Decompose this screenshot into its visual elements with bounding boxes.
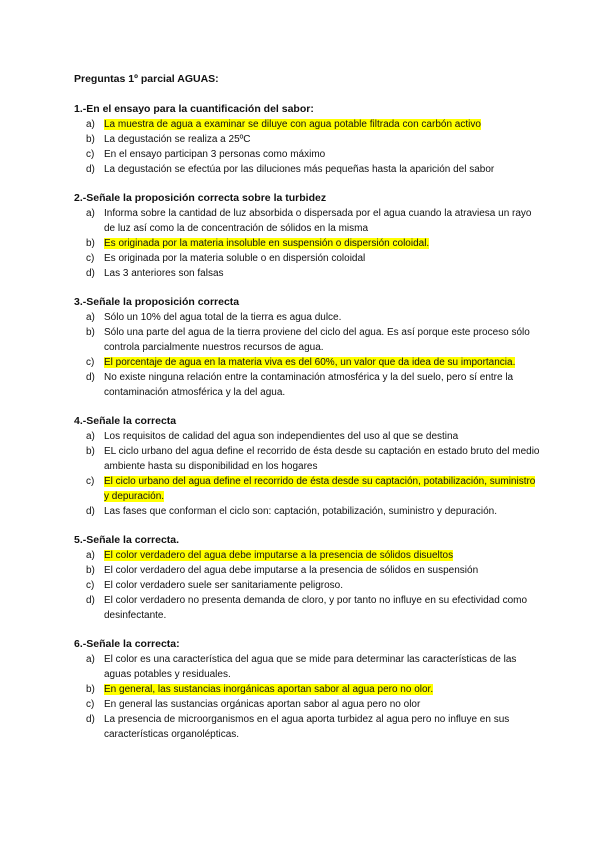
option-text-wrap bbox=[104, 548, 540, 563]
option-list bbox=[74, 310, 540, 400]
answer-option bbox=[74, 504, 540, 519]
option-letter: c) bbox=[86, 699, 95, 710]
answer-option bbox=[74, 474, 540, 504]
option-text: En general las sustancias orgánicas aportan sabor al agua pero no olor bbox=[104, 699, 421, 710]
answer-option bbox=[74, 444, 540, 474]
answer-option bbox=[74, 593, 540, 623]
option-text: Informa sobre la cantidad de luz absorbida o dispersada por el agua cuando la atraviesa un rayo de luz así como la de concentración de sólidos en la misma bbox=[104, 208, 532, 234]
answer-option bbox=[74, 162, 540, 177]
highlighted-option-text: En general, las sustancias inorgánicas aportan sabor al agua pero no olor. bbox=[104, 684, 434, 695]
highlighted-option-text: El ciclo urbano del agua define el recorrido de ésta desde su captación, potabilización, suministro y depuración. bbox=[104, 476, 536, 502]
option-letter: d) bbox=[86, 164, 95, 175]
option-text-wrap bbox=[104, 682, 540, 697]
question-block bbox=[74, 533, 540, 623]
option-text-wrap bbox=[104, 162, 540, 177]
answer-option bbox=[74, 147, 540, 162]
answer-option bbox=[74, 652, 540, 682]
option-text-wrap bbox=[104, 325, 540, 355]
option-letter: a) bbox=[86, 654, 95, 665]
option-letter: c) bbox=[86, 253, 95, 264]
option-letter: c) bbox=[86, 476, 95, 487]
option-text: Las 3 anteriores son falsas bbox=[104, 268, 224, 279]
question-title: 3.-Señale la proposición correcta bbox=[74, 296, 240, 308]
option-letter: a) bbox=[86, 550, 95, 561]
question-block bbox=[74, 102, 540, 177]
option-letter: d) bbox=[86, 506, 95, 517]
option-letter: d) bbox=[86, 714, 95, 725]
option-letter: d) bbox=[86, 595, 95, 606]
answer-option bbox=[74, 251, 540, 266]
option-text: La degustación se efectúa por las diluciones más pequeñas hasta la aparición del sabor bbox=[104, 164, 495, 175]
option-text-wrap bbox=[104, 444, 540, 474]
option-text-wrap bbox=[104, 147, 540, 162]
answer-option bbox=[74, 310, 540, 325]
option-text: La presencia de microorganismos en el agua aporta turbidez al agua pero no influye en sus características organolépticas. bbox=[104, 714, 510, 740]
option-text: Sólo una parte del agua de la tierra proviene del ciclo del agua. Es así porque este proceso sólo controla parcialmente nuestros recursos de agua. bbox=[104, 327, 530, 353]
question-block bbox=[74, 191, 540, 281]
option-letter: d) bbox=[86, 268, 95, 279]
option-text-wrap bbox=[104, 236, 540, 251]
answer-option bbox=[74, 236, 540, 251]
question-block bbox=[74, 295, 540, 400]
option-letter: b) bbox=[86, 565, 95, 576]
answer-option bbox=[74, 682, 540, 697]
option-list bbox=[74, 548, 540, 623]
option-letter: d) bbox=[86, 372, 95, 383]
question-title: 2.-Señale la proposición correcta sobre la turbidez bbox=[74, 192, 327, 204]
option-text-wrap bbox=[104, 578, 540, 593]
option-text-wrap bbox=[104, 370, 540, 400]
option-text-wrap bbox=[104, 429, 540, 444]
option-text: El color verdadero no presenta demanda de cloro, y por tanto no influye en su efectividad como desinfectante. bbox=[104, 595, 528, 621]
option-text-wrap bbox=[104, 652, 540, 682]
answer-option bbox=[74, 370, 540, 400]
option-text-wrap bbox=[104, 712, 540, 742]
option-text-wrap bbox=[104, 310, 540, 325]
option-letter: c) bbox=[86, 357, 95, 368]
highlighted-option-text: El color verdadero del agua debe imputarse a la presencia de sólidos disueltos bbox=[104, 550, 454, 561]
answer-option bbox=[74, 206, 540, 236]
option-text-wrap bbox=[104, 504, 540, 519]
question-title: 6.-Señale la correcta: bbox=[74, 638, 180, 650]
question-block bbox=[74, 637, 540, 742]
option-text-wrap bbox=[104, 697, 540, 712]
option-text-wrap bbox=[104, 474, 540, 504]
question-list bbox=[74, 102, 540, 742]
option-text: Las fases que conforman el ciclo son: captación, potabilización, suministro y depuración. bbox=[104, 506, 497, 517]
option-text: Es originada por la materia soluble o en dispersión coloidal bbox=[104, 253, 366, 264]
option-letter: c) bbox=[86, 580, 95, 591]
answer-option bbox=[74, 325, 540, 355]
option-letter: b) bbox=[86, 684, 95, 695]
answer-option bbox=[74, 563, 540, 578]
option-text: El color es una característica del agua que se mide para determinar las características de las aguas potables y residuales. bbox=[104, 654, 517, 680]
option-list bbox=[74, 206, 540, 281]
document-title: Preguntas 1º parcial AGUAS: bbox=[74, 73, 219, 85]
option-text-wrap bbox=[104, 251, 540, 266]
option-text-wrap bbox=[104, 563, 540, 578]
option-letter: a) bbox=[86, 312, 95, 323]
answer-option bbox=[74, 548, 540, 563]
option-letter: a) bbox=[86, 119, 95, 130]
highlighted-option-text: Es originada por la materia insoluble en suspensión o dispersión coloidal. bbox=[104, 238, 430, 249]
option-text: Sólo un 10% del agua total de la tierra es agua dulce. bbox=[104, 312, 342, 323]
option-letter: b) bbox=[86, 238, 95, 249]
option-text: El color verdadero suele ser sanitariamente peligroso. bbox=[104, 580, 344, 591]
answer-option bbox=[74, 266, 540, 281]
option-list bbox=[74, 117, 540, 177]
option-letter: a) bbox=[86, 431, 95, 442]
option-text: No existe ninguna relación entre la contaminación atmosférica y la del suelo, pero sí entre la contaminación atmosférica y la del agua. bbox=[104, 372, 514, 398]
option-letter: b) bbox=[86, 134, 95, 145]
highlighted-option-text: La muestra de agua a examinar se diluye con agua potable filtrada con carbón activo bbox=[104, 119, 481, 130]
answer-option bbox=[74, 429, 540, 444]
option-text-wrap bbox=[104, 206, 540, 236]
answer-option bbox=[74, 697, 540, 712]
highlighted-option-text: El porcentaje de agua en la materia viva es del 60%, un valor que da idea de su importancia. bbox=[104, 357, 516, 368]
option-list bbox=[74, 652, 540, 742]
option-list bbox=[74, 429, 540, 519]
option-letter: b) bbox=[86, 327, 95, 338]
option-text-wrap bbox=[104, 355, 540, 370]
answer-option bbox=[74, 117, 540, 132]
question-title: 1.-En el ensayo para la cuantificación del sabor: bbox=[74, 103, 314, 115]
option-text-wrap bbox=[104, 132, 540, 147]
question-title: 4.-Señale la correcta bbox=[74, 415, 177, 427]
answer-option bbox=[74, 132, 540, 147]
option-text: La degustación se realiza a 25ºC bbox=[104, 134, 251, 145]
answer-option bbox=[74, 712, 540, 742]
option-text: Los requisitos de calidad del agua son independientes del uso al que se destina bbox=[104, 431, 459, 442]
option-text: En el ensayo participan 3 personas como máximo bbox=[104, 149, 326, 160]
question-title: 5.-Señale la correcta. bbox=[74, 534, 180, 546]
question-block bbox=[74, 414, 540, 519]
option-text-wrap bbox=[104, 593, 540, 623]
option-text: El color verdadero del agua debe imputarse a la presencia de sólidos en suspensión bbox=[104, 565, 479, 576]
option-text: EL ciclo urbano del agua define el recorrido de ésta desde su captación en estado bruto del medio ambiente hasta su disponibilidad en los hogares bbox=[104, 446, 540, 472]
option-letter: c) bbox=[86, 149, 95, 160]
option-letter: a) bbox=[86, 208, 95, 219]
option-letter: b) bbox=[86, 446, 95, 457]
option-text-wrap bbox=[104, 266, 540, 281]
option-text-wrap bbox=[104, 117, 540, 132]
answer-option bbox=[74, 578, 540, 593]
answer-option bbox=[74, 355, 540, 370]
